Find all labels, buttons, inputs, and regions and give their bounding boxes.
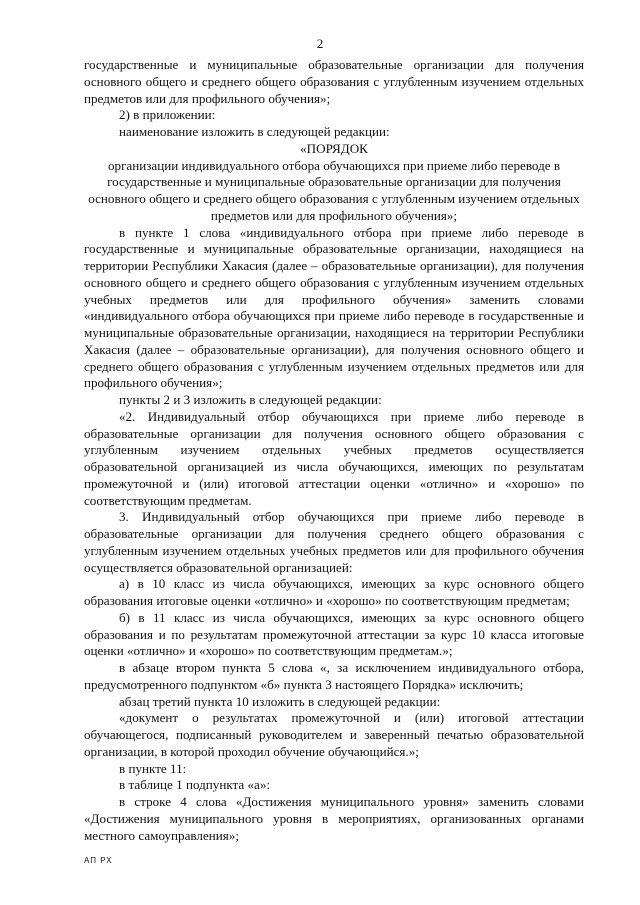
page-number: 2 [316, 36, 324, 51]
paragraph-clause-3b: б) в 11 класс из числа обучающихся, имеющих за курс основного общего образования и по результатам промежуточной аттестации за курс 10 класса итоговые оценки «отлично» и «хорошо» по соответствующим предметам.»; [84, 609, 584, 659]
heading-poryadok-title: организации индивидуального отбора обучающихся при приеме либо переводе в государственные и муниципальные образовательные организации для получения основного общего и среднего общего образования с углубленным изучением отдельных предметов или для профильного обучения»; [88, 157, 580, 223]
paragraph-point-10: абзац третий пункта 10 изложить в следующей редакции: [119, 693, 441, 709]
paragraph-clause-3a: а) в 10 класс из числа обучающихся, имеющих за курс основного общего образования итоговые оценки «отлично» и «хорошо» по соответствующим предметам; [84, 576, 584, 608]
paragraph-point-5: в абзаце втором пункта 5 слова «, за исключением индивидуального отбора, предусмотренного подпунктом «б» пункта 3 настоящего Порядка» исключить; [84, 660, 584, 692]
paragraph-row-4: в строке 4 слова «Достижения муниципального уровня» заменить словами «Достижения муниципального уровня в мероприятиях, организованных органами местного самоуправления»; [84, 794, 584, 843]
paragraph-intro-continuation: государственные и муниципальные образовательные организации для получения основного общего и среднего общего образования с углубленным изучением отдельных предметов или для профильного обучения»; [84, 57, 584, 106]
paragraph-table-1: в таблице 1 подпункта «а»: [119, 777, 271, 793]
heading-poryadok: «ПОРЯДОК [300, 140, 368, 156]
paragraph-item-2: 2) в приложении: [119, 107, 216, 123]
paragraph-points-2-3: пункты 2 и 3 изложить в следующей редакции: [119, 392, 382, 407]
paragraph-clause-2: «2. Индивидуальный отбор обучающихся при приеме либо переводе в образовательные организации для получения основного общего образования с углубленным изучением отдельных учебных предметов осуществляется образовательной организацией из числа обучающихся, имеющих по результатам промежуточной и (или) итоговой аттестации оценки «отлично» и «хорошо» по соответствующим предметам. [84, 408, 584, 508]
paragraph-clause-3: 3. Индивидуальный отбор обучающихся при приеме либо переводе в образовательные организации для получения среднего общего образования с углубленным изучением отдельных учебных предметов или для профильного обучения осуществляется образовательной организацией: [84, 509, 584, 575]
paragraph-point-11: в пункте 11: [119, 760, 187, 776]
paragraph-name-edit: наименование изложить в следующей редакции: [119, 124, 390, 139]
document-body [84, 57, 584, 844]
footer-mark: АП РХ [84, 856, 113, 865]
paragraph-point-10-text: «документ о результатах промежуточной и (или) итоговой аттестации обучающегося, подписанный руководителем и заверенный печатью образовательной организации, в которой проходил обучение обучающийся.»; [84, 710, 584, 759]
paragraph-point-1: в пункте 1 слова «индивидуального отбора при приеме либо переводе в государственные и муниципальные образовательные организации, находящиеся на территории Республики Хакасия (далее – образовательные организации), для получения основного общего и среднего общего образования с углубленным изучением отдельных учебных предметов или для профильного обучения» заменить словами «индивидуального отбора обучающихся при приеме либо переводе в государственные и муниципальные образовательные организации, находящиеся на территории Республики Хакасия (далее – образовательные организации), для получения основного общего и среднего общего образования с углубленным изучением отдельных предметов или для профильного обучения»; [84, 224, 584, 391]
